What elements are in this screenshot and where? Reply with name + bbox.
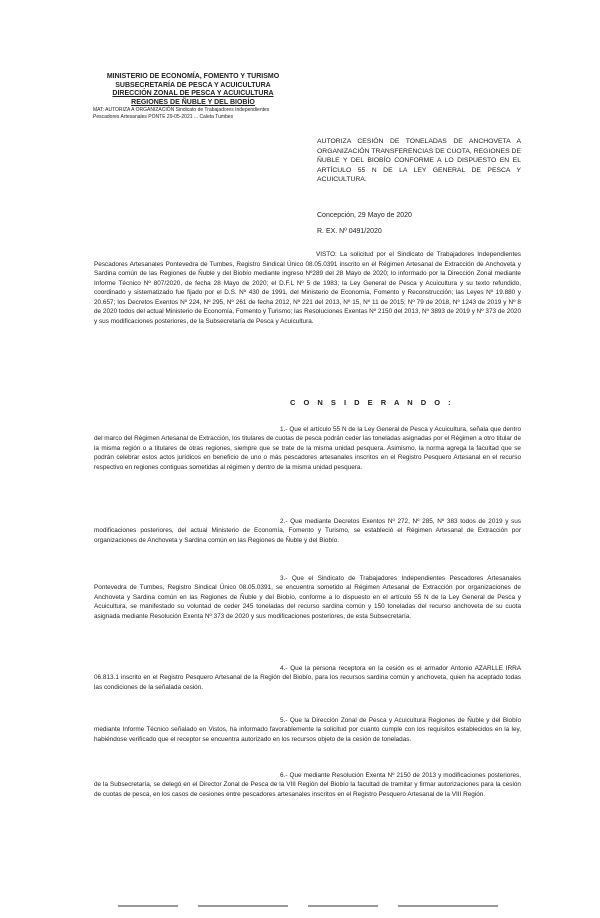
considerando-text: 6.- Que mediante Resolución Exenta Nº 2150 de 2013 y modificaciones posteriores, de la Subsecretaría, se delegó en el Director Zonal de Pesca de la VIII Región del Biobío la facultad de tramitar y firmar autorizaciones para la cesión de cuotas de pesca, en los casos de cesiones entre pescadores artesanales inscritos en el Registro Pesquero Artesanal de la VIII Región.	[94, 772, 521, 798]
undersecretary-line: SUBSECRETARÍA DE PESCA Y ACUICULTURA	[115, 81, 271, 89]
considerando-1	[94, 425, 521, 472]
resolution-number: R. EX. Nº 0491/2020	[317, 228, 382, 235]
footer-rule	[118, 903, 498, 909]
considerando-text: 2.- Que mediante Decretos Exentos Nº 272, Nº 285, Nº 383 todos de 2019 y sus modificaciones posteriores, del actual Ministerio de Economía, Fomento y Turismo, se estableció el Régimen Artesanal de Extracción por organizaciones de Anchoveta y Sardina común en las Regiones de Ñuble y del Biobío.	[94, 518, 521, 544]
vistos-section	[94, 250, 521, 326]
ministry-line: MINISTERIO DE ECONOMÍA, FOMENTO Y TURISMO	[106, 73, 280, 80]
vistos-paragraph: VISTO: La solicitud por el Sindicato de Trabajadores Independientes Pescadores Artesanales Pontevedra de Tumbes, Registro Sindical Único 08.05.0391 inscrito en el Régimen Artesanal de Extracción de Anchoveta y Sardina común de las Regiones de Ñuble y del Biobío mediante ingreso Nº289 del 28 Mayo de 2020; lo informado por la Dirección Zonal mediante Informe Técnico Nº 807/2020, de fecha 28 Mayo de 2020; el D.F.L Nº 5 de 1983; la Ley General de Pesca y Acuicultura y su texto refundido, coordinado y sistematizado fue fijado por el D.S. Nº 430 de 1991, del Ministerio de Economía, Fomento y Reconstrucción; las Leyes Nº 19.880 y 20.657; los Decretos Exentos Nº 224, Nº 295, Nº 261 de fecha 2012, Nº 221 del 2013, Nº 15, Nº 11 de 2015; Nº 79 de 2018, Nº 1243 de 2019 y Nº 8 de 2020 todos del actual Ministerio de Economía, Fomento y Turismo; las Resoluciones Exentas Nº 2150 del 2013, Nº 3893 de 2019 y Nº 373 de 2020 y sus modificaciones posteriores, de la Subsecretaría de Pesca y Acuicultura.	[94, 251, 521, 325]
directorate-line: DIRECCIÓN ZONAL DE PESCA Y ACUICULTURA	[112, 90, 274, 98]
regions-line: REGIONES DE ÑUBLE Y DEL BIOBÍO	[131, 98, 255, 106]
considerando-2	[94, 517, 521, 545]
considerando-6	[94, 771, 521, 799]
matter-line-1: MAT: AUTORIZA A ORGANIZACIÓN Sindicato de Trabajadores Independientes	[93, 107, 270, 114]
considerando-4	[94, 664, 521, 692]
considerando-5	[94, 716, 521, 744]
matter-line-2: Pescadores Artesanales PONTE 29-05-2021 ... Caleta Tumbes	[93, 113, 234, 120]
place-date: Concepción, 29 Mayo de 2020	[317, 212, 412, 219]
considerando-text: 5.- Que la Dirección Zonal de Pesca y Acuicultura Regiones de Ñuble y del Biobío mediante Informe Técnico señalado en Vistos, ha informado favorablemente la solicitud por cuanto cumple con los requisitos establecidos en la ley, habiéndose verificado que el receptor se encuentra autorizado en los recursos objeto de la cesión de toneladas.	[94, 717, 521, 743]
considerando-text: 4.- Que la persona receptora en la cesión es el armador Antonio AZARLLE IRRA 06.813.1 inscrito en el Registro Pesquero Artesanal de la Región del Biobío, para los recursos sardina común y anchoveta, quien ha aceptado todas las condiciones de la señalada cesión.	[94, 665, 521, 691]
considerando-text: 3.- Que el Sindicato de Trabajadores Independientes Pescadores Artesanales Pontevedra de Tumbes, Registro Sindical Único 08.05.0391, se encuentra sometido al Régimen Artesanal de Extracción por organizaciones de Anchoveta y Sardina común en las Regiones de Ñuble y del Biobío, conforme a lo dispuesto en el artículo 55 N de la Ley General de Pesca y Acuicultura, se manifestado su voluntad de ceder 245 toneladas del recurso sardina común y 150 toneladas del recurso anchoveta de su cuota asignada mediante Resolución Exenta Nº 373 de 2020 y sus modificaciones posteriores, de esta Subsecretaría.	[94, 575, 521, 620]
resolution-title: AUTORIZA CESIÓN DE TONELADAS DE ANCHOVETA A ORGANIZACIÓN TRANSFERENCIAS DE CUOTA, REGIONES DE ÑUBLE Y DEL BIOBÍO CONFORME A LO DISPUESTO EN EL ARTÍCULO 55 N DE LA LEY GENERAL DE PESCA Y ACUICULTURA.	[317, 138, 521, 184]
letterhead	[93, 73, 293, 120]
considerando-heading: C O N S I D E R A N D O :	[290, 398, 454, 407]
considerando-text: 1.- Que el artículo 55 N de la Ley General de Pesca y Acuicultura, señala que dentro del marco del Régimen Artesanal de Extracción, los titulares de cuotas de pesca podrán ceder las toneladas asignadas por el Régimen a otro titular de la misma región o a titulares de otras regiones, siempre que se trate de la misma unidad pesquera. Asimismo, la norma agrega la facultad que se podrán celebrar estos actos jurídicos en beneficio de uno o más pescadores artesanales inscritos en el Registro Pesquero Artesanal en el recurso respectivo en regiones contiguas sometidas al régimen y dentro de la misma unidad pesquera.	[94, 426, 521, 471]
considerando-3	[94, 574, 521, 621]
